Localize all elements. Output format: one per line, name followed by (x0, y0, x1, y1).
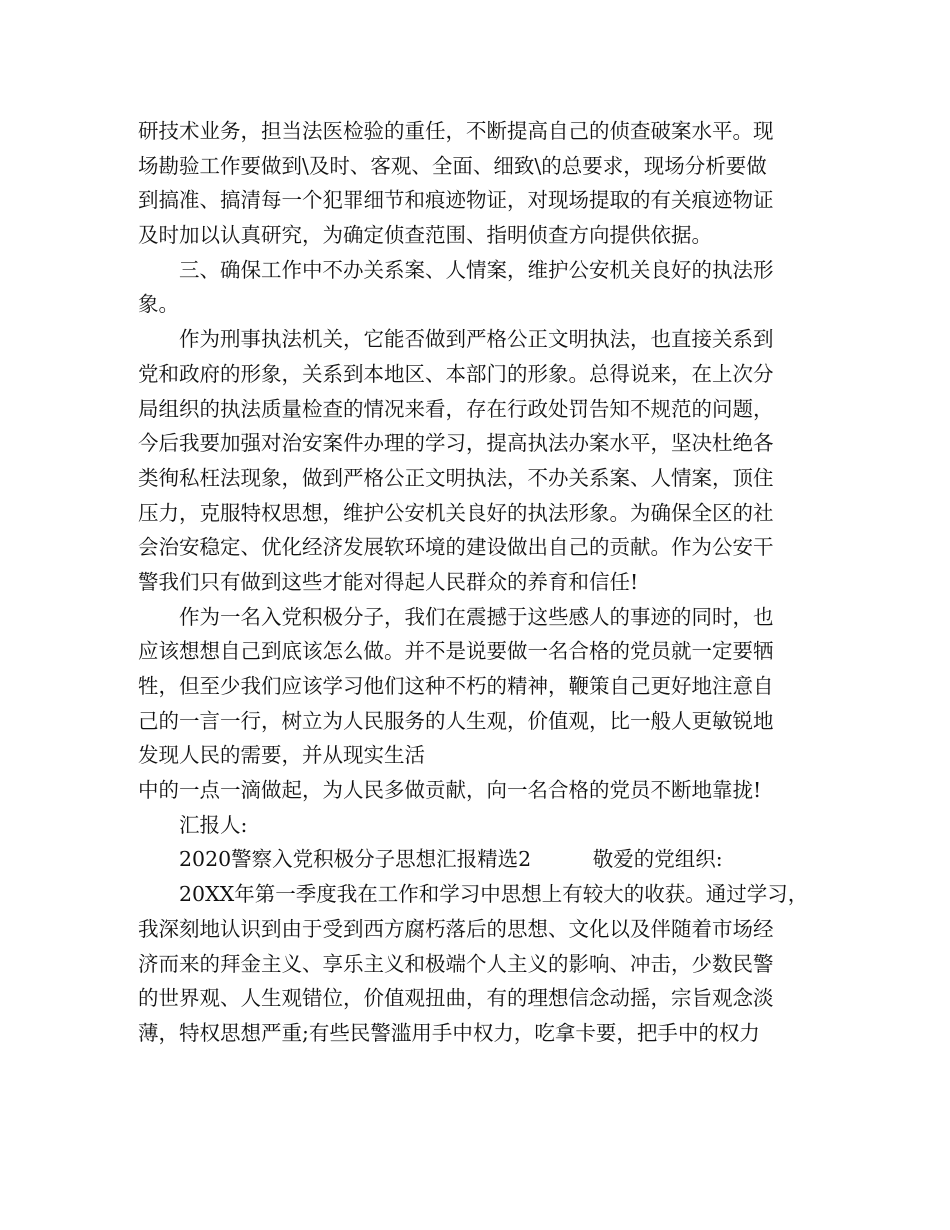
title-salutation-line: 2020警察入党积极分子思想汇报精选2 敬爱的党组织: (138, 847, 723, 872)
text-line: 20XX年第一季度我在工作和学习中思想上有较大的收获。通过学习， (138, 882, 809, 907)
text-line: 到搞准、搞清每一个犯罪细节和痕迹物证，对现场提取的有关痕迹物证 (138, 188, 774, 213)
document-body (138, 114, 828, 1051)
text-line: 薄，特权思想严重;有些民警滥用手中权力，吃拿卡要，把手中的权力 (138, 1020, 760, 1045)
text-line: 及时加以认真研究，为确定侦查范围、指明侦查方向提供依据。 (138, 223, 712, 248)
text-line: 压力，克服特权思想，维护公安机关良好的执法形象。为确保全区的社 (138, 500, 774, 525)
text-line: 党和政府的形象，关系到本地区、本部门的形象。总得说来，在上次分 (138, 361, 774, 386)
section-heading-line: 象。 (138, 292, 179, 317)
text-line: 中的一点一滴做起，为人民多做贡献，向一名合格的党员不断地靠拢! (138, 778, 762, 803)
text-line: 济而来的拜金主义、享乐主义和极端个人主义的影响、冲击，少数民警 (138, 951, 774, 976)
text-line: 己的一言一行，树立为人民服务的人生观，价值观，比一般人更敏锐地 (138, 708, 774, 733)
text-line: 类徇私枉法现象，做到严格公正文明执法，不办关系案、人情案，顶住 (138, 465, 774, 490)
text-line: 会治安稳定、优化经济发展软环境的建设做出自己的贡献。作为公安干 (138, 535, 774, 560)
text-line: 的世界观、人生观错位，价值观扭曲，有的理想信念动摇，宗旨观念淡 (138, 986, 774, 1011)
text-line: 应该想想自己到底该怎么做。并不是说要做一名合格的党员就一定要牺 (138, 639, 774, 664)
text-line: 作为刑事执法机关，它能否做到严格公正文明执法，也直接关系到 (138, 327, 774, 352)
reporter-line: 汇报人: (138, 812, 248, 837)
text-line: 作为一名入党积极分子，我们在震撼于这些感人的事迹的同时，也 (138, 604, 774, 629)
text-line: 研技术业务，担当法医检验的重任，不断提高自己的侦查破案水平。现 (138, 119, 774, 143)
text-line: 牲，但至少我们应该学习他们这种不朽的精神，鞭策自己更好地注意自 (138, 674, 774, 698)
text-line: 局组织的执法质量检查的情况来看，存在行政处罚告知不规范的问题， (138, 396, 774, 421)
text-line: 场勘验工作要做到\及时、客观、全面、细致\的总要求，现场分析要做 (138, 153, 767, 178)
text-line: 发现人民的需要，并从现实生活 (138, 743, 425, 768)
text-line: 我深刻地认识到由于受到西方腐朽落后的思想、文化以及伴随着市场经 (138, 916, 774, 941)
text-line: 警我们只有做到这些才能对得起人民群众的养育和信任! (138, 569, 639, 594)
section-heading-line: 三、确保工作中不办关系案、人情案，维护公安机关良好的执法形 (138, 257, 774, 282)
text-line: 今后我要加强对治安案件办理的学习，提高执法办案水平，坚决杜绝各 (138, 431, 774, 456)
